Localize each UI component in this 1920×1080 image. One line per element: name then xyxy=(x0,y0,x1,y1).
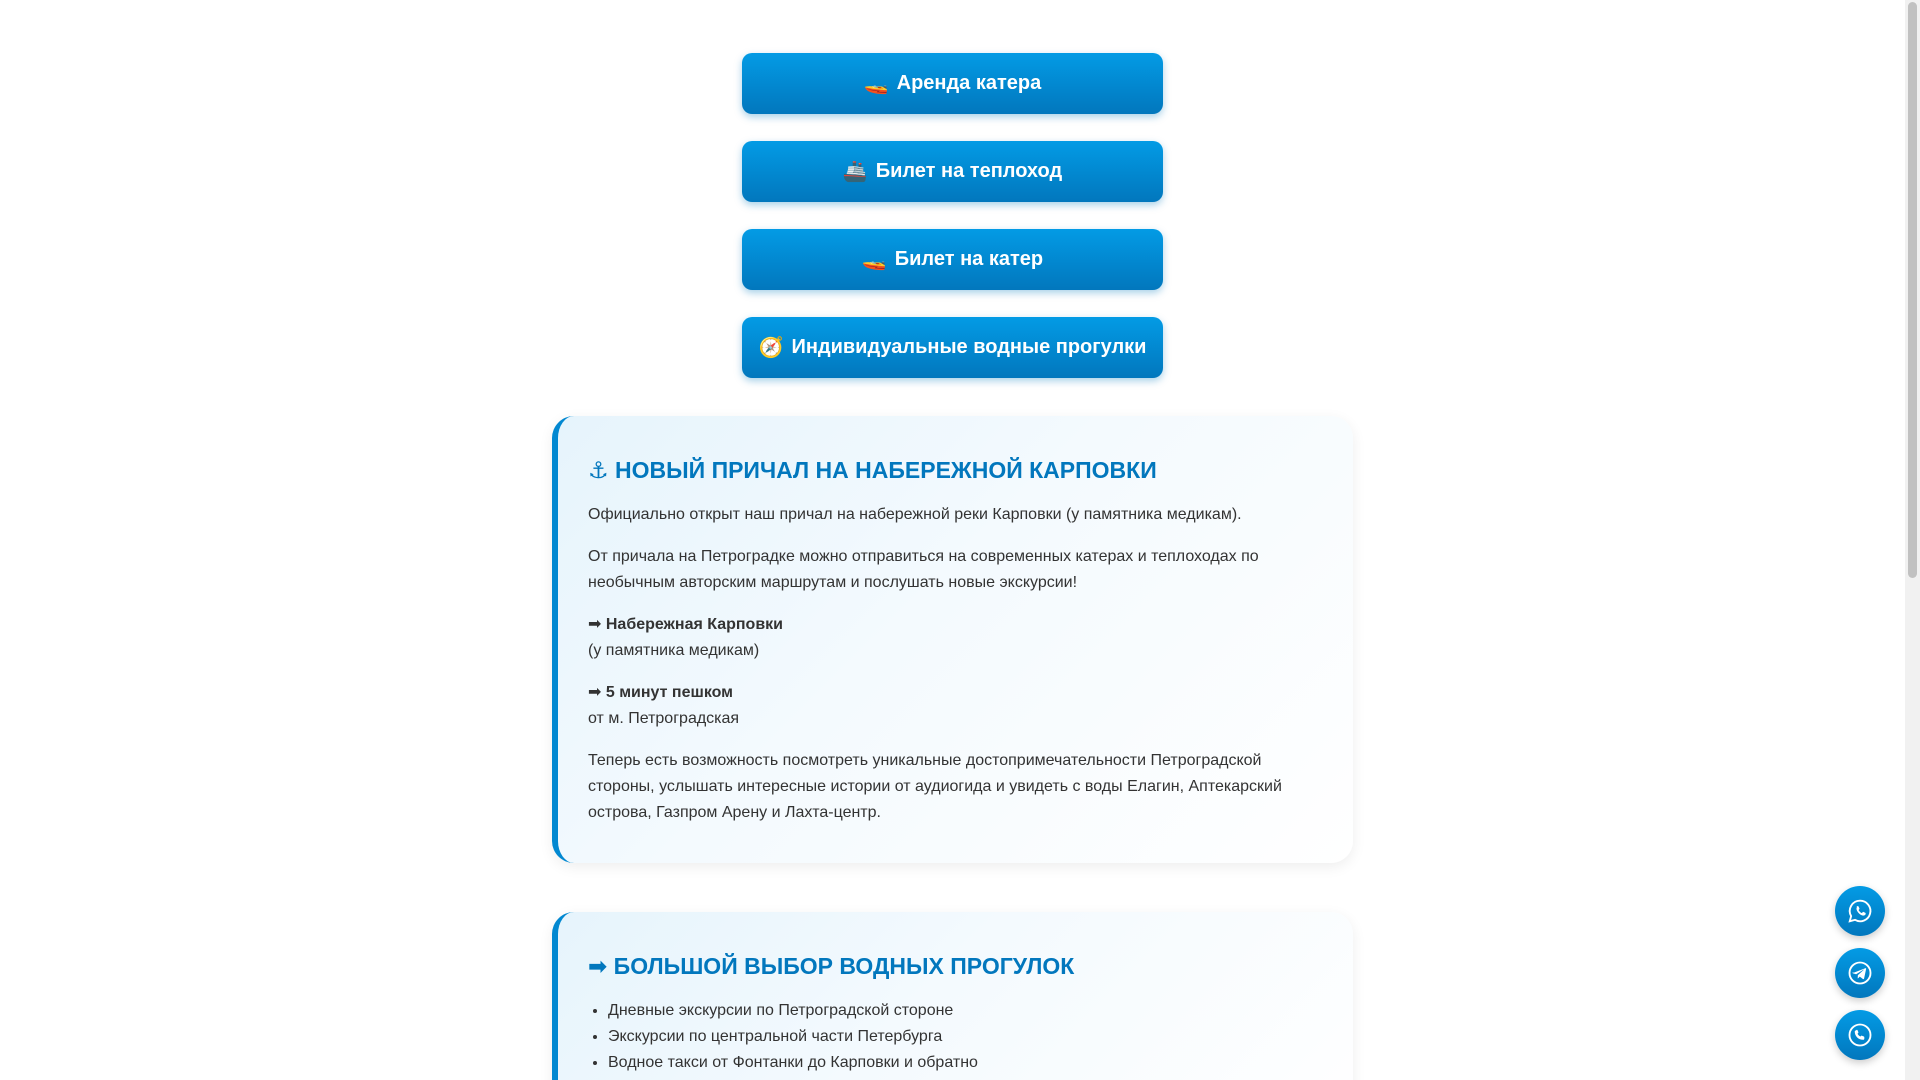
private-tours-label: Индивидуальные водные прогулки xyxy=(791,336,1147,358)
ship-icon: 🚢 xyxy=(842,161,868,183)
scrollbar[interactable] xyxy=(1905,0,1920,1080)
whatsapp-button[interactable] xyxy=(1835,886,1885,936)
speedboat-icon: 🚤 xyxy=(861,249,887,271)
pier-location-title: Набережная Карповки xyxy=(605,615,783,633)
list-item: • Водное такси от Фонтанки до Карповки и обратно xyxy=(608,1050,1323,1076)
boat-rental-button[interactable] xyxy=(742,53,1163,114)
pier-walk-time-title: 5 минут пешком xyxy=(605,683,734,701)
pier-location xyxy=(588,612,1323,664)
new-pier-description: От причала на Петроградке можно отправиться на современных катерах и теплоходах по необычным авторским маршрутам и послушать новые экскурсии! xyxy=(588,547,1259,591)
new-pier-card xyxy=(552,416,1353,863)
nav-buttons xyxy=(742,53,1163,405)
new-pier-sights: Теперь есть возможность посмотреть уникальные достопримечательности Петроградской стороны, услышать интересные истории от аудиогида и увидеть с воды Елагин, Аптекарский острова, Газпром Арену и Лахта-центр. xyxy=(588,751,1282,821)
arrow-right-icon: ➡ xyxy=(588,953,608,979)
pier-location-sub: (у памятника медикам) xyxy=(588,641,760,659)
list-item: • Дневные экскурсии по Петроградской стороне xyxy=(608,998,1323,1024)
scrollbar-thumb[interactable] xyxy=(1908,2,1917,578)
boat-ticket-button[interactable] xyxy=(742,229,1163,290)
private-tours-button[interactable] xyxy=(742,317,1163,378)
arrow-right-icon: ➡ xyxy=(588,683,602,701)
pier-walk-time xyxy=(588,680,1323,732)
phone-button[interactable] xyxy=(1835,1010,1885,1060)
speedboat-icon: 🚤 xyxy=(863,73,889,95)
boat-rental-label: Аренда катера xyxy=(896,72,1042,94)
list-item: • Экскурсии по центральной части Петербурга xyxy=(608,1024,1323,1050)
compass-icon: 🧭 xyxy=(758,337,784,359)
anchor-icon: ⚓ xyxy=(588,457,609,483)
water-tours-list xyxy=(588,998,1323,1076)
water-tours-title-text: БОЛЬШОЙ ВЫБОР ВОДНЫХ ПРОГУЛОК xyxy=(613,953,1075,979)
new-pier-intro: Официально открыт наш причал на набережной реки Карповки (у памятника медикам). xyxy=(588,505,1242,523)
ship-ticket-button[interactable] xyxy=(742,141,1163,202)
water-tours-title xyxy=(588,952,1323,982)
telegram-icon xyxy=(1846,959,1874,987)
water-tours-card xyxy=(552,912,1353,1080)
ship-ticket-label: Билет на теплоход xyxy=(875,160,1063,182)
new-pier-title-text: НОВЫЙ ПРИЧАЛ НА НАБЕРЕЖНОЙ КАРПОВКИ xyxy=(615,457,1157,483)
telegram-button[interactable] xyxy=(1835,948,1885,998)
pier-walk-time-sub: от м. Петроградская xyxy=(588,709,740,727)
new-pier-title xyxy=(588,456,1323,486)
arrow-right-icon: ➡ xyxy=(588,615,602,633)
phone-icon xyxy=(1846,1021,1874,1049)
boat-ticket-label: Билет на катер xyxy=(894,248,1044,270)
whatsapp-icon xyxy=(1846,897,1874,925)
